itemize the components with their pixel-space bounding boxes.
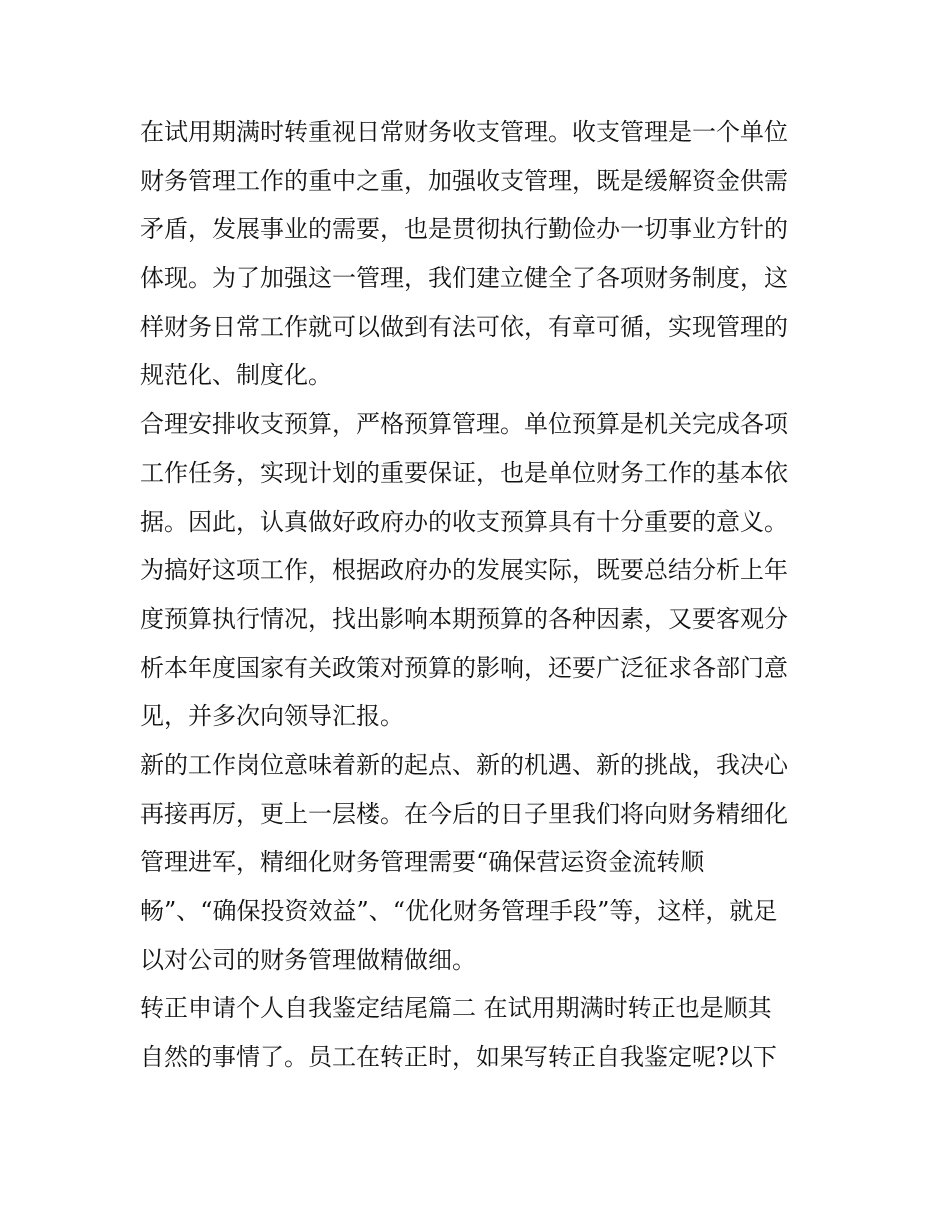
text-line-5: 样财务日常工作就可以做到有法可依，有章可循，实现管理的 bbox=[140, 312, 788, 341]
text-line-8: 工作任务，实现计划的重要保证，也是单位财务工作的基本依 bbox=[140, 458, 788, 487]
text-line-7: 合理安排收支预算，严格预算管理。单位预算是机关完成各项 bbox=[140, 410, 788, 439]
text-line-16: 管理进军，精细化财务管理需要“确保营运资金流转顺 bbox=[140, 848, 705, 877]
text-line-9: 据。因此，认真做好政府办的收支预算具有十分重要的意义。 bbox=[140, 507, 788, 536]
text-line-12: 析本年度国家有关政策对预算的影响，还要广泛征求各部门意 bbox=[140, 653, 788, 682]
text-line-4: 体现。为了加强这一管理，我们建立健全了各项财务制度，这 bbox=[140, 264, 788, 293]
text-line-15: 再接再厉，更上一层楼。在今后的日子里我们将向财务精细化 bbox=[140, 799, 788, 828]
text-line-20: 自然的事情了。员工在转正时，如果写转正自我鉴定呢?以下 bbox=[140, 1043, 777, 1072]
document-body bbox=[140, 108, 830, 1082]
text-line-1: 在试用期满时转重视日常财务收支管理。收支管理是一个单位 bbox=[140, 118, 788, 146]
text-line-11: 度预算执行情况，找出影响本期预算的各种因素，又要客观分 bbox=[140, 604, 788, 633]
text-line-10: 为搞好这项工作，根据政府办的发展实际，既要总结分析上年 bbox=[140, 556, 788, 585]
text-line-6: 规范化、制度化。 bbox=[140, 361, 332, 390]
text-line-2: 财务管理工作的重中之重，加强收支管理，既是缓解资金供需 bbox=[140, 166, 788, 195]
text-line-17: 畅”、“确保投资效益”、“优化财务管理手段”等，这样，就足 bbox=[140, 897, 778, 925]
text-line-3: 矛盾，发展事业的需要，也是贯彻执行勤俭办一切事业方针的 bbox=[140, 215, 788, 244]
text-line-13: 见，并多次向领导汇报。 bbox=[140, 702, 404, 731]
text-line-18: 以对公司的财务管理做精做细。 bbox=[140, 945, 476, 974]
text-line-19: 转正申请个人自我鉴定结尾篇二 在试用期满时转正也是顺其 bbox=[140, 994, 772, 1023]
text-line-14: 新的工作岗位意味着新的起点、新的机遇、新的挑战，我决心 bbox=[140, 750, 788, 779]
